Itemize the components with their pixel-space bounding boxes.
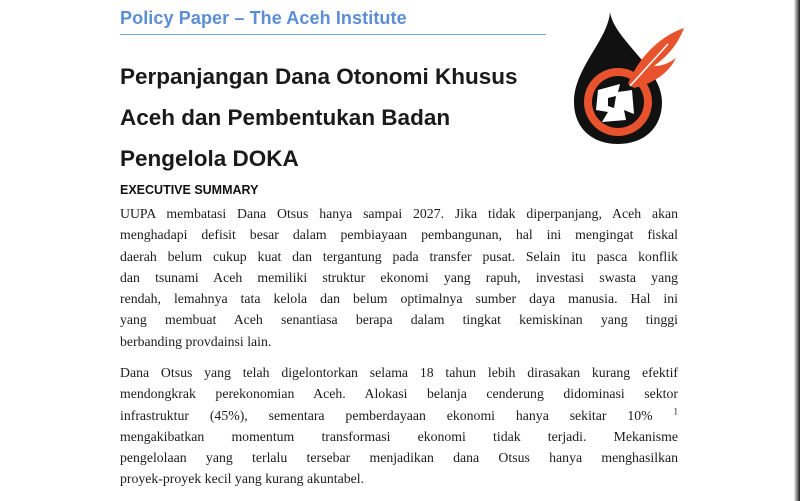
title-line: Aceh dan Pembentukan Badan: [120, 105, 451, 130]
paragraph-line: UUPA membatasi Dana Otsus hanya sampai 2027. Jika tidak diperpanjang, Aceh akan: [120, 206, 678, 221]
paragraph-line: daerah belum cukup kuat dan tergantung pada transfer pusat. Selain itu pasca konflik: [120, 248, 678, 264]
paragraph-line: pengelolaan yang terlalu tersebar menjadikan dana Otsus hanya menghasilkan: [120, 450, 678, 466]
title-line: Perpanjangan Dana Otonomi Khusus: [120, 64, 518, 89]
paragraph-line: dan tsunami Aceh memiliki struktur ekonomi yang rapuh, investasi swasta yang: [120, 269, 678, 285]
footnote-reference[interactable]: 1: [673, 406, 679, 416]
paragraph-line: berbanding provdainsi lain.: [120, 333, 272, 349]
paragraph-line: mengakibatkan momentum transformasi ekonomi tidak terjadi. Mekanisme: [120, 428, 678, 444]
paragraph-line: Dana Otsus yang telah digelontorkan selama 18 tahun lebih dirasakan kurang efektif: [120, 365, 678, 380]
aceh-institute-logo-icon: [568, 10, 688, 150]
page-edge-shadow: [794, 0, 800, 501]
summary-paragraph-2: [120, 362, 678, 490]
paragraph-line: yang membuat Aceh senantiasa berapa dalam tingkat kemiskinan yang tinggi: [120, 312, 678, 328]
title-line: Pengelola DOKA: [120, 146, 299, 171]
paragraph-line-text: infrastruktur (45%), sementara pemberdayaan ekonomi hanya sekitar 10%: [120, 407, 653, 423]
paragraph-line: proyek-proyek kecil yang kurang akuntabel.: [120, 471, 365, 487]
paragraph-line: menghadapi defisit besar dalam pembiayaan pembangunan, hal ini mengingat fiskal: [120, 227, 678, 243]
paragraph-line: mendongkrak perekonomian Aceh. Alokasi belanja cenderung didominasi sektor: [120, 386, 678, 402]
section-heading: EXECUTIVE SUMMARY: [120, 183, 259, 197]
document-title: [120, 56, 560, 179]
paragraph-line: rendah, lemahnya tata kelola dan belum optimalnya sumber daya manusia. Hal ini: [120, 291, 678, 307]
paragraph-line: [120, 405, 678, 426]
running-header: Policy Paper – The Aceh Institute: [120, 8, 546, 35]
summary-paragraph-1: [120, 203, 678, 352]
